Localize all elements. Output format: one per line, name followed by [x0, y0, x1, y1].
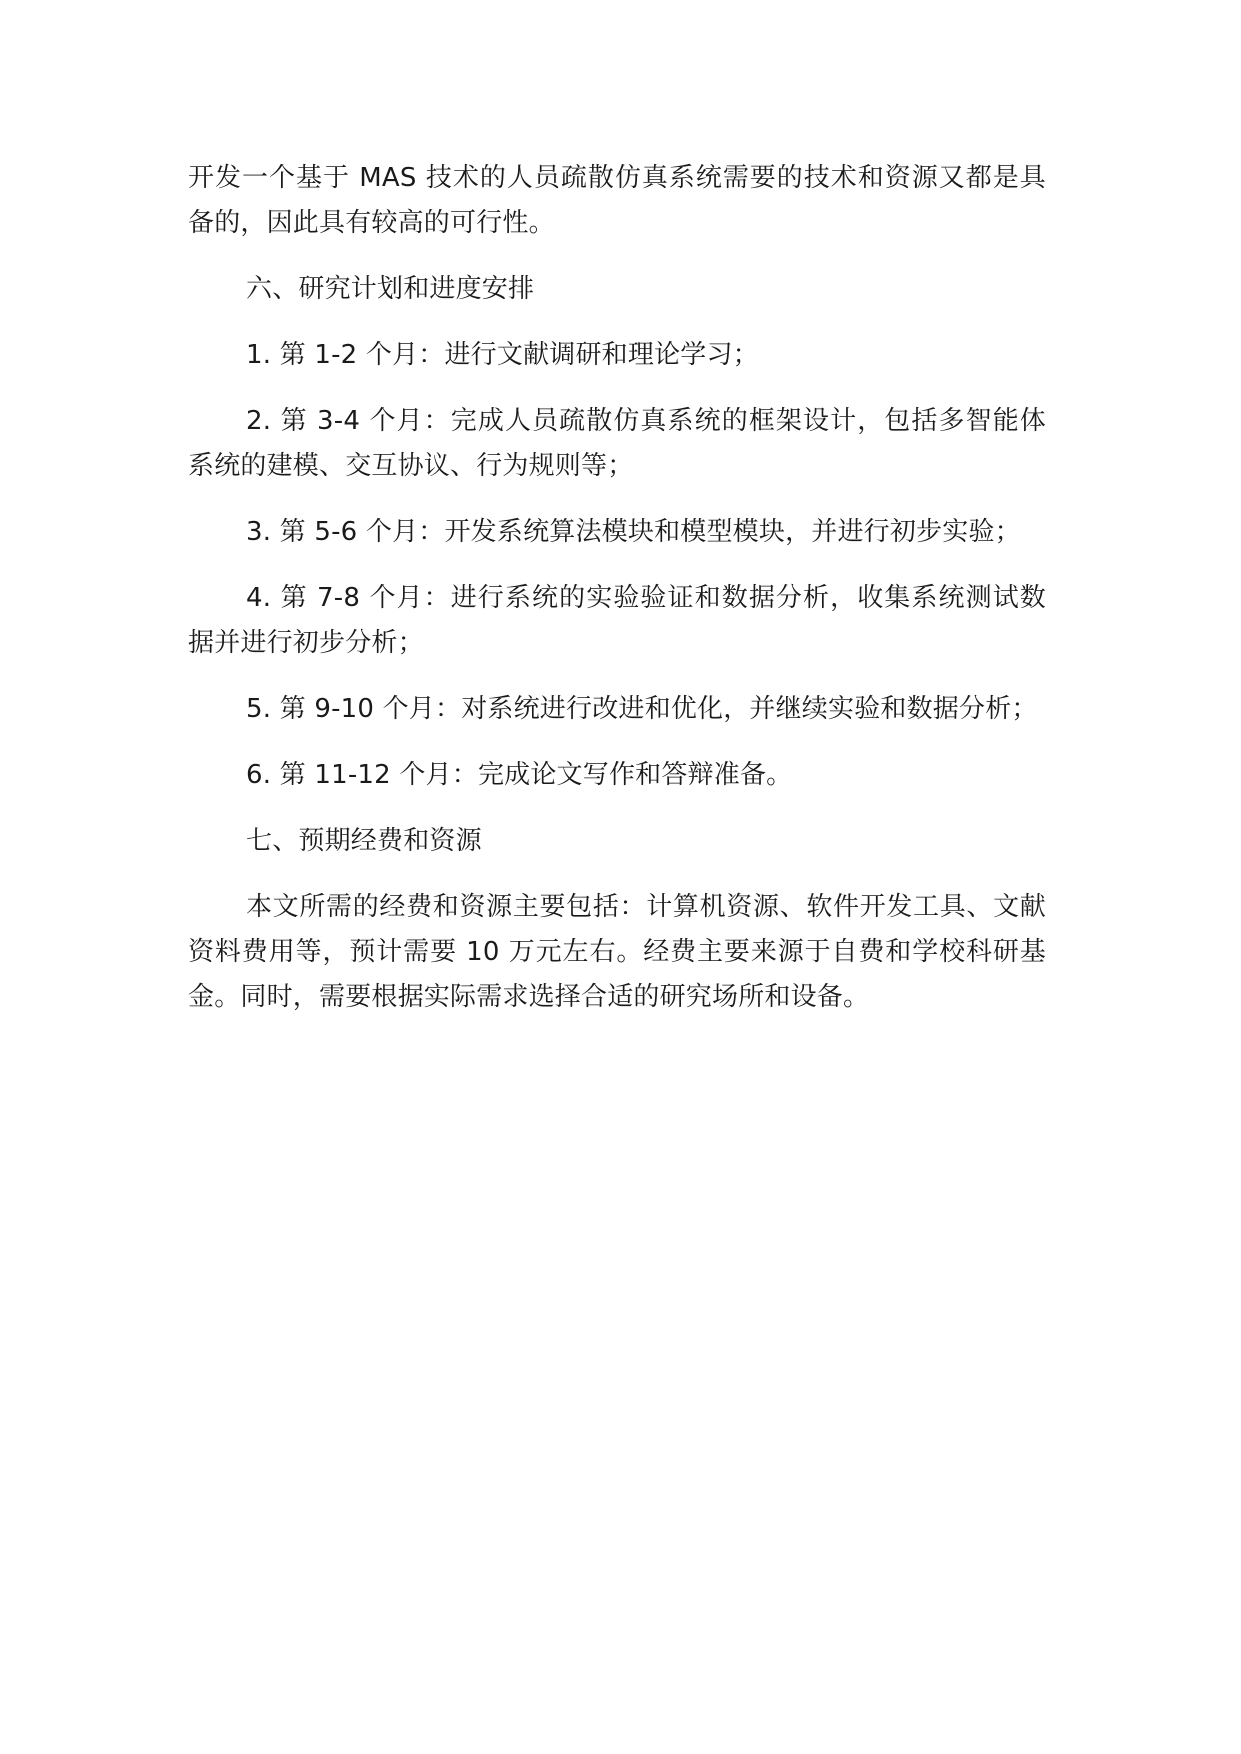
paragraph-budget: 本文所需的经费和资源主要包括：计算机资源、软件开发工具、文献资料费用等，预计需要 10 万元左右。经费主要来源于自费和学校科研基金。同时，需要根据实际需求选择合适的研究场所和设备。	[188, 892, 1046, 1012]
plan-item-1: 1. 第 1-2 个月：进行文献调研和理论学习；	[246, 340, 759, 370]
section-heading-research-plan: 六、研究计划和进度安排	[246, 274, 535, 304]
section-heading-budget: 七、预期经费和资源	[246, 826, 482, 856]
document-body	[188, 156, 1046, 1041]
plan-item-2: 2. 第 3-4 个月：完成人员疏散仿真系统的框架设计，包括多智能体系统的建模、交互协议、行为规则等；	[188, 406, 1046, 481]
plan-item-4: 4. 第 7-8 个月：进行系统的实验验证和数据分析，收集系统测试数据并进行初步分析；	[188, 583, 1046, 658]
paragraph-feasibility-continuation: 开发一个基于 MAS 技术的人员疏散仿真系统需要的技术和资源又都是具备的，因此具有较高的可行性。	[188, 163, 1046, 238]
plan-item-5: 5. 第 9-10 个月：对系统进行改进和优化，并继续实验和数据分析；	[246, 694, 1038, 724]
plan-item-6: 6. 第 11-12 个月：完成论文写作和答辩准备。	[246, 760, 793, 790]
plan-item-3: 3. 第 5-6 个月：开发系统算法模块和模型模块，并进行初步实验；	[246, 517, 1021, 547]
